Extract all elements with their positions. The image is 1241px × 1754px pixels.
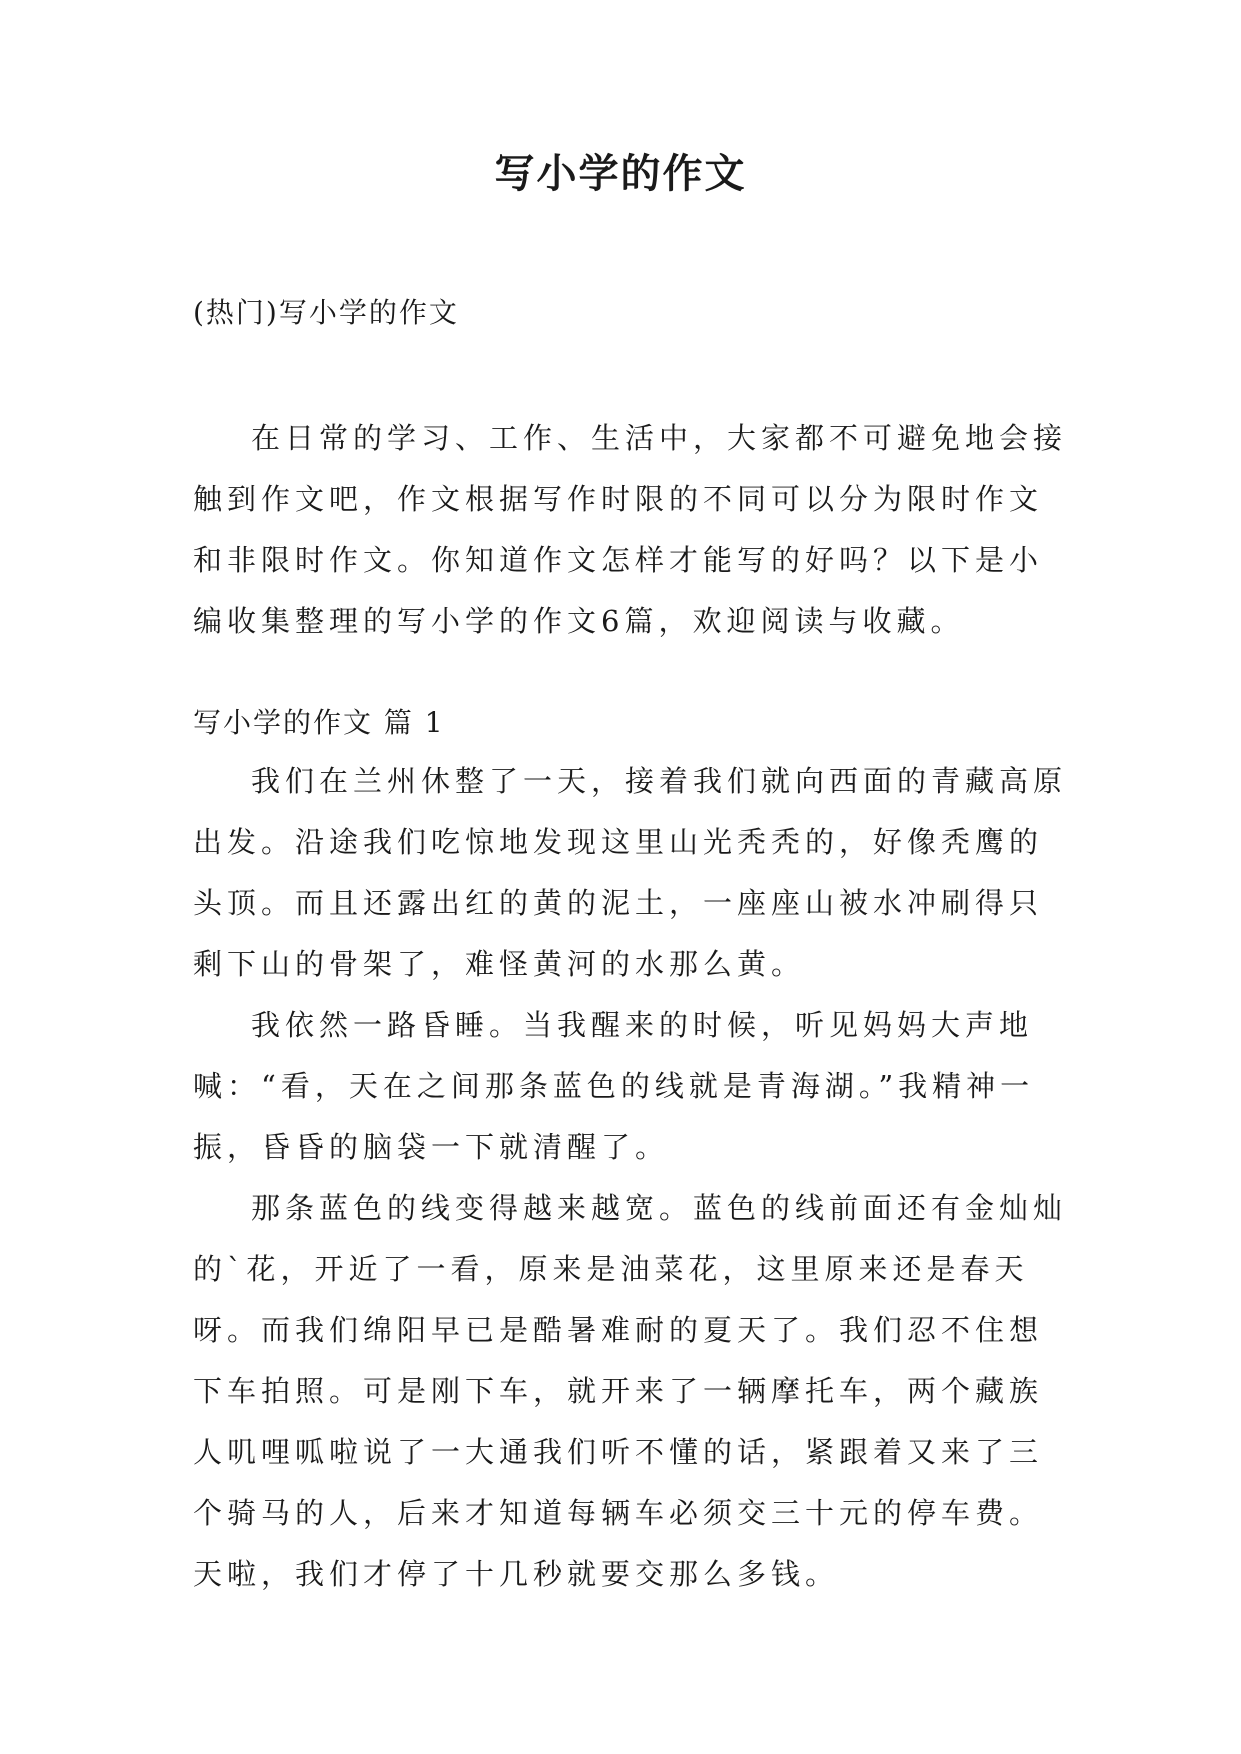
document-subtitle: (热门)写小学的作文 xyxy=(193,296,459,329)
section-heading: 写小学的作文 篇 1 xyxy=(193,706,445,739)
document-title: 写小学的作文 xyxy=(494,150,747,197)
essay-paragraph: 我们在兰州休整了一天，接着我们就向西面的青藏高原出发。沿途我们吃惊地发现这里山光秃秃的，好像秃鹰的头顶。而且还露出红的黄的泥土，一座座山被水冲刷得只剩下山的骨架了，难怪黄河的水那么黄。 xyxy=(193,764,1068,981)
essay-paragraph: 我依然一路昏睡。当我醒来的时候，听见妈妈大声地喊：“看，天在之间那条蓝色的线就是青海湖。”我精神一振，昏昏的脑袋一下就清醒了。 xyxy=(193,1008,1035,1164)
intro-paragraph: 在日常的学习、工作、生活中，大家都不可避免地会接触到作文吧，作文根据写作时限的不同可以分为限时作文和非限时作文。你知道作文怎样才能写的好吗？以下是小编收集整理的写小学的作文6篇，欢迎阅读与收藏。 xyxy=(193,421,1068,638)
essay-paragraph: 那条蓝色的线变得越来越宽。蓝色的线前面还有金灿灿的`花，开近了一看，原来是油菜花，这里原来还是春天呀。而我们绵阳早已是酷暑难耐的夏天了。我们忍不住想下车拍照。可是刚下车，就开来了一辆摩托车，两个藏族人叽哩呱啦说了一大通我们听不懂的话，紧跟着又来了三个骑马的人，后来才知道每辆车必须交三十元的停车费。天啦，我们才停了十几秒就要交那么多钱。 xyxy=(193,1191,1068,1591)
essay-body xyxy=(193,751,1069,1605)
